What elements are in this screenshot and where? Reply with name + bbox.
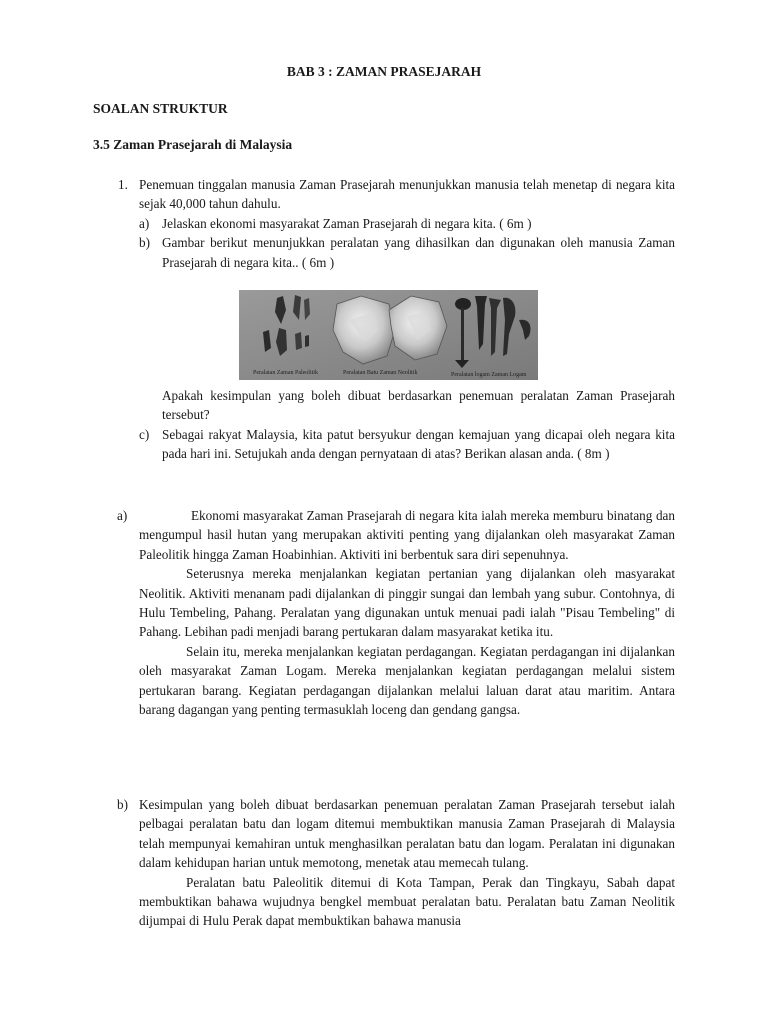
- part-text: Jelaskan ekonomi masyarakat Zaman Prasejarah di negara kita. ( 6m ): [162, 215, 532, 231]
- question-text: Penemuan tinggalan manusia Zaman Prasejarah menunjukkan manusia telah menetap di negara kita sejak 40,000 tahun dahulu.: [139, 177, 675, 212]
- answer-paragraph: Ekonomi masyarakat Zaman Prasejarah di negara kita ialah mereka memburu binatang dan mengumpul hasil hutan yang merupakan aktiviti penting yang dijalankan oleh masyarakat Zaman Paleolitik hingga Zaman Hoabinhian. Aktiviti ini berbentuk sara diri sepenuhnya.: [139, 508, 675, 562]
- caption-neolithic: Peralatan Batu Zaman Neolitik: [343, 370, 418, 376]
- question-number: 1.: [118, 177, 128, 192]
- section-heading: SOALAN STRUKTUR: [93, 101, 228, 116]
- figure-question-text: Apakah kesimpulan yang boleh dibuat berdasarkan penemuan peralatan Zaman Prasejarah tersebut?: [162, 388, 675, 423]
- prehistoric-tools-figure: [239, 290, 538, 380]
- answer-a: [117, 506, 675, 719]
- chapter-title: BAB 3 : ZAMAN PRASEJARAH: [286, 64, 482, 79]
- part-text: Gambar berikut menunjukkan peralatan yang dihasilkan dan digunakan oleh manusia Zaman Prasejarah di negara kita.. ( 6m ): [162, 235, 675, 270]
- part-label: c): [139, 426, 150, 442]
- tools-photo: [239, 290, 538, 380]
- subsection-heading: 3.5 Zaman Prasejarah di Malaysia: [93, 137, 293, 152]
- question-part-c: [139, 425, 675, 464]
- answer-paragraph: Peralatan batu Paleolitik ditemui di Kota Tampan, Perak dan Tingkayu, Sabah dapat membuktikan bahawa wujudnya bengkel membuat peralatan batu. Peralatan batu Zaman Neolitik dijumpai di Hulu Perak dapat membuktikan bahawa manusia: [139, 874, 675, 929]
- question-part-a: [139, 214, 675, 233]
- answer-label: a): [117, 508, 128, 523]
- answer-label: b): [117, 797, 128, 812]
- question-part-b: [139, 233, 675, 272]
- question-1: [118, 175, 675, 272]
- question-continued: [118, 386, 675, 464]
- caption-paleolithic: Peralatan Zaman Paleolitik: [253, 370, 318, 376]
- part-label: b): [139, 235, 150, 251]
- answer-paragraph: Kesimpulan yang boleh dibuat berdasarkan penemuan peralatan Zaman Prasejarah tersebut ialah pelbagai peralatan batu dan logam ditemui membuktikan manusia Zaman Prasejarah di Malaysia telah mempunyai kemahiran untuk menghasilkan peralatan batu dan logam. Peralatan ini digunakan dalam kehidupan harian untuk memotong, menetak atau memecah tulang.: [139, 797, 675, 871]
- caption-metal-age: Peralatan logam Zaman Logam: [451, 372, 527, 378]
- answer-paragraph: Seterusnya mereka menjalankan kegiatan pertanian yang dijalankan oleh masyarakat Neolitik. Aktiviti menanam padi dijalankan di pinggir sungai dan lembah yang subur. Contohnya, di Hulu Tembeling, Pahang. Peralatan yang digunakan untuk menuai padi ialah "Pisau Tembeling" di Pahang. Lebihan padi menjadi barang pertukaran dalam masyarakat ketika itu.: [139, 566, 675, 640]
- part-text: Sebagai rakyat Malaysia, kita patut bersyukur dengan kemajuan yang dicapai oleh negara kita pada hari ini. Setujukah anda dengan pernyataan di atas? Berikan alasan anda. ( 8m ): [162, 426, 675, 462]
- answer-paragraph: Selain itu, mereka menjalankan kegiatan perdagangan. Kegiatan perdagangan ini dijalankan oleh masyarakat Zaman Logam. Mereka menjalankan kegiatan perdagangan melalui sistem pertukaran barang. Kegiatan perdagangan dijalankan melalui laluan darat atau maritim. Antara barang dagangan yang penting termasuklah loceng dan gendang gangsa.: [139, 643, 675, 718]
- answer-b: [117, 795, 675, 931]
- part-label: a): [139, 215, 150, 231]
